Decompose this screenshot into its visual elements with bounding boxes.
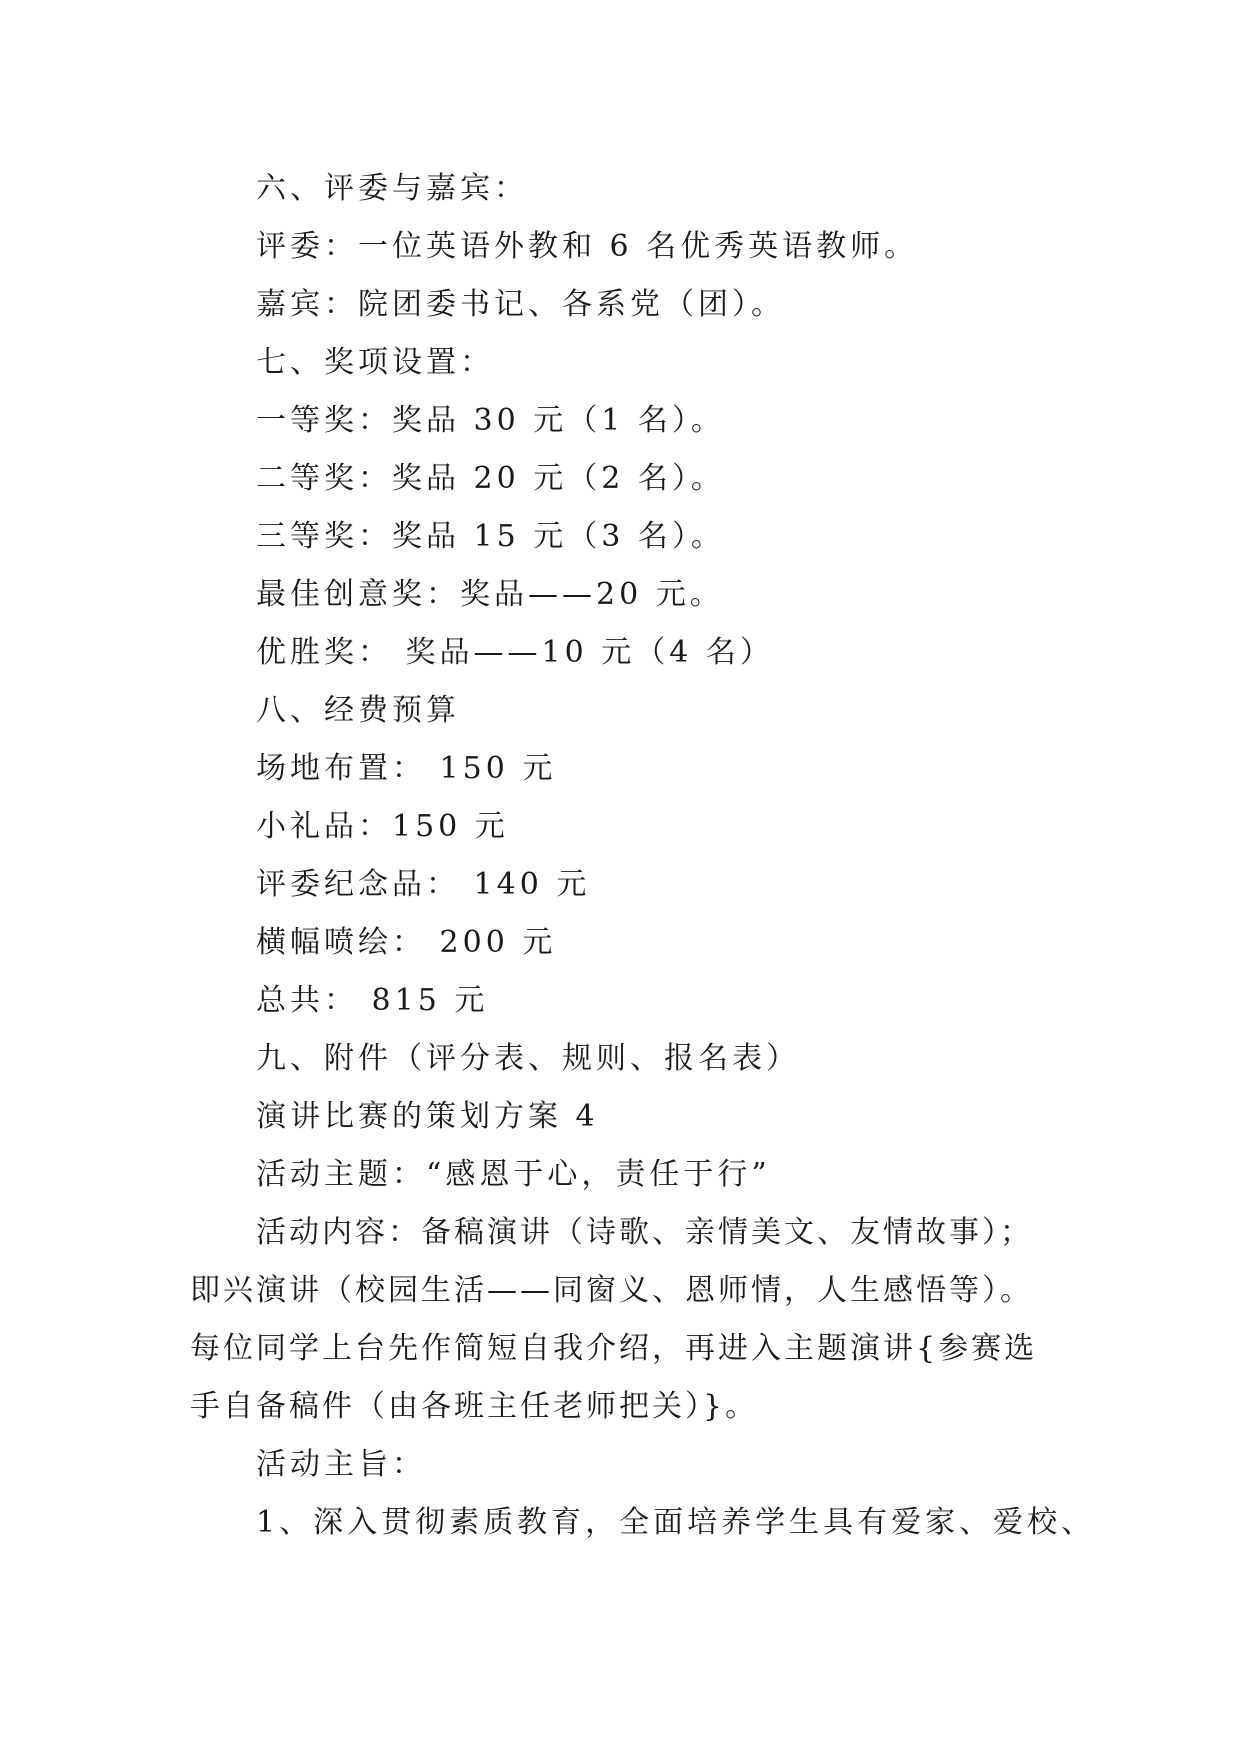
plan-title: 演讲比赛的策划方案 4 <box>256 1099 599 1134</box>
document-body <box>190 160 1096 1552</box>
award-third: 三等奖：奖品 15 元（3 名）。 <box>256 519 725 554</box>
award-first: 一等奖：奖品 30 元（1 名）。 <box>256 403 725 438</box>
section-heading-judges: 六、评委与嘉宾： <box>256 171 528 206</box>
section-heading-awards: 七、奖项设置： <box>256 345 494 380</box>
budget-banner: 横幅喷绘： 200 元 <box>256 925 557 960</box>
budget-gifts: 小礼品：150 元 <box>256 809 509 844</box>
guests-line: 嘉宾：院团委书记、各系党（团）。 <box>256 287 785 322</box>
section-heading-attachments: 九、附件（评分表、规则、报名表） <box>256 1041 800 1076</box>
purpose-heading: 活动主旨： <box>256 1447 426 1482</box>
budget-total: 总共： 815 元 <box>256 983 489 1018</box>
judges-line: 评委：一位英语外教和 6 名优秀英语教师。 <box>256 229 919 264</box>
award-merit: 优胜奖： 奖品——10 元（4 名） <box>256 635 774 670</box>
activity-content-paragraph: 活动内容：备稿演讲（诗歌、亲情美文、友情故事）；即兴演讲（校园生活——同窗义、恩师情，人生感悟等）。每位同学上台先作简短自我介绍，再进入主题演讲{参赛选手自备稿件（由各班主任老师把关）}。 <box>190 1215 1038 1424</box>
section-heading-budget: 八、经费预算 <box>256 693 460 728</box>
award-creative: 最佳创意奖：奖品——20 元。 <box>256 577 724 612</box>
budget-judge-souvenirs: 评委纪念品： 140 元 <box>256 867 591 902</box>
budget-venue: 场地布置： 150 元 <box>256 751 557 786</box>
activity-theme: 活动主题：“感恩于心，责任于行” <box>256 1157 771 1192</box>
award-second: 二等奖：奖品 20 元（2 名）。 <box>256 461 725 496</box>
purpose-item-1: 1、深入贯彻素质教育，全面培养学生具有爱家、爱校、 <box>256 1505 1096 1540</box>
